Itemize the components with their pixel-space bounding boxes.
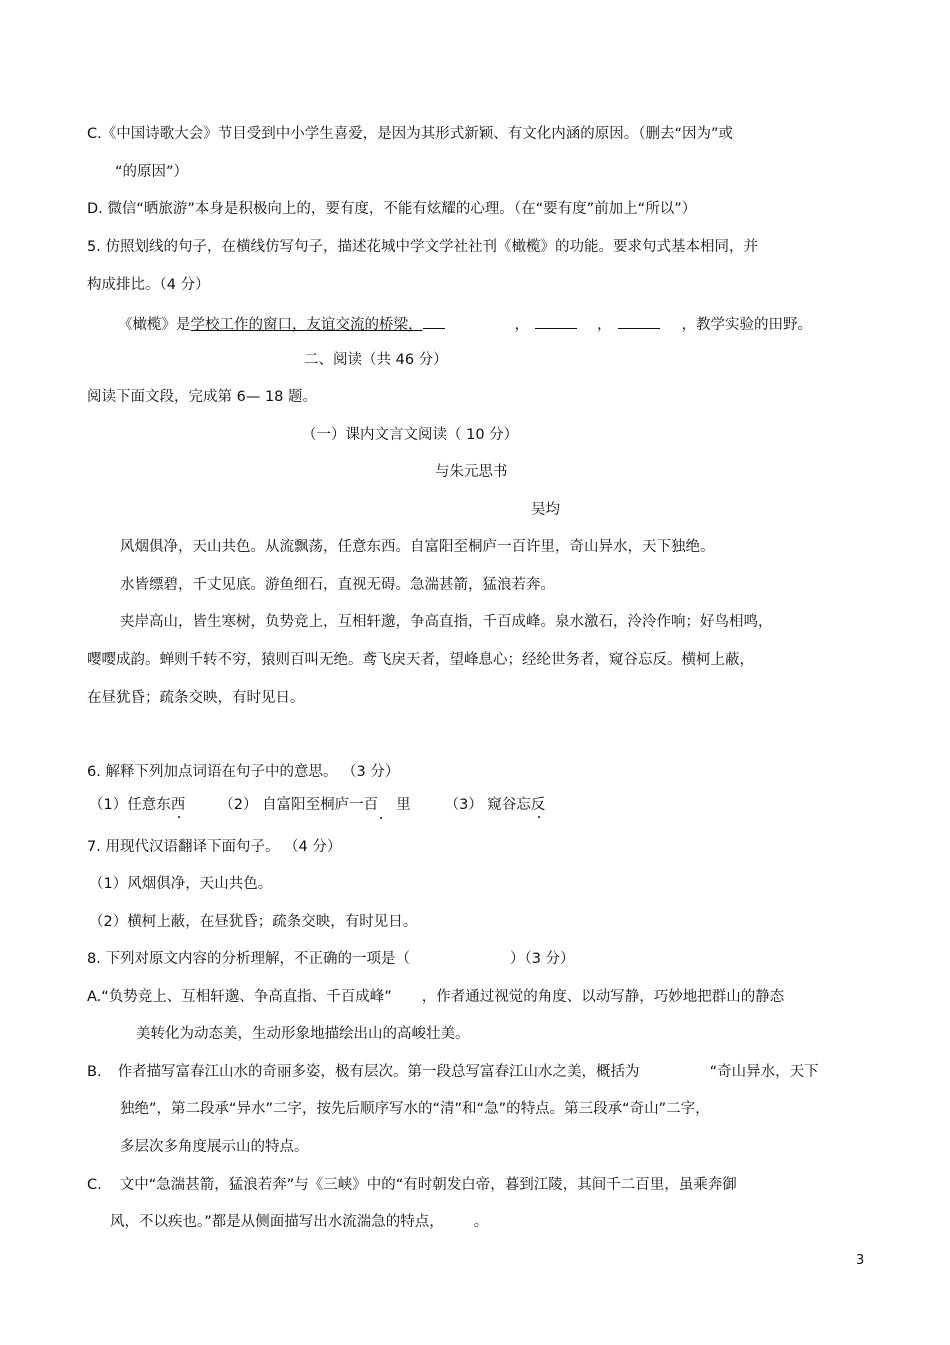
q8-stem: 8. 下列对原文内容的分析理解，不正确的一项是（ ）（3 分） xyxy=(87,951,575,967)
q4-option-c-line1: C.《中国诗歌大会》节目受到中小学生喜爱，是因为其形式新颖、有文化内涵的原因。（删去“因为”或 xyxy=(87,126,734,142)
q5-blank-2[interactable] xyxy=(535,314,577,329)
q5-example-end: ，教学实验的田野。 xyxy=(681,317,812,333)
q6-item-2-dotted-word xyxy=(378,796,382,814)
q7-item-2: （2）横柯上蔽，在昼犹昏；疏条交映，有时见日。 xyxy=(89,914,418,930)
page-number: 3 xyxy=(856,1253,865,1268)
q4-option-c-line2: “的原因”） xyxy=(115,164,189,180)
q8-option-b-label: B. xyxy=(87,1064,102,1080)
q8-option-b-line3: 多层次多角度展示山的特点。 xyxy=(120,1139,309,1155)
passage-paragraph-1: 风烟俱净，天山共色。从流飘荡，任意东西。自富阳至桐庐一百许里，奇山异水，天下独绝。 xyxy=(120,539,715,555)
q7-item-1: （1）风烟俱净，天山共色。 xyxy=(89,876,273,892)
q8-option-c-line2: 风，不以疾也。”都是从侧面描写出水流湍急的特点， 。 xyxy=(110,1214,489,1230)
q6-items xyxy=(89,796,545,814)
q8-option-c-line1: C. 文中“急湍甚箭，猛浪若奔”与《三峡》中的“有时朝发白帝，暮到江陵，其间千二百里，虽乘奔御 xyxy=(87,1177,737,1193)
q8-option-a-line2: 美转化为动态美，生动形象地描绘出山的高峻壮美。 xyxy=(136,1026,470,1042)
passage-paragraph-3-line2: 嘤嘤成韵。蝉则千转不穷，猿则百叫无绝。鸢飞戾天者，望峰息心；经纶世务者，窥谷忘反。横柯上蔽， xyxy=(87,652,754,668)
q5-blank-3[interactable] xyxy=(618,314,660,329)
passage-paragraph-3-line3: 在昼犹昏；疏条交映，有时见日。 xyxy=(87,690,305,706)
passage-author: 吴均 xyxy=(531,502,560,518)
q8-option-b-line2: 独绝”，第二段承“异水”二字，按先后顺序写水的“清”和“急”的特点。第三段承“奇山”二字， xyxy=(120,1101,710,1117)
q8-option-c-label: C. xyxy=(87,1177,102,1193)
q8-option-a-line1: A.“负势竞上、互相轩邈、争高直指、千百成峰” ，作者通过视觉的角度、以动写静，巧妙地把群山的静态 xyxy=(87,989,785,1005)
section-2-intro: 阅读下面文段，完成第 6— 18 题。 xyxy=(87,389,318,405)
q6-stem: 6. 解释下列加点词语在句子中的意思。 （3 分） xyxy=(87,764,400,780)
q6-item-3: （3） 窥谷忘反 xyxy=(444,797,546,813)
q6-item-3-dotted-word: 反 xyxy=(530,797,546,813)
passage-title: 与朱元思书 xyxy=(435,464,508,480)
q4-option-d: D. 微信“晒旅游”本身是积极向上的，要有度，不能有炫耀的心理。（在“要有度”前加上“所以”） xyxy=(87,201,697,217)
q5-example-start: 《橄榄》是 xyxy=(118,317,191,333)
q5-underlined-phrase: 学校工作的窗口，友谊交流的桥梁， xyxy=(190,317,423,333)
q8-option-b-line1: B. 作者描写富春江山水的奇丽多姿，极有层次。第一段总写富春江山水之美，概括为 “奇山异水，天下 xyxy=(87,1064,819,1080)
section-2-subsection-title: （一）课内文言文阅读（ 10 分） xyxy=(302,427,519,443)
q5-stem-line2: 构成排比。（4 分） xyxy=(87,277,210,293)
q5-blank-1[interactable] xyxy=(423,314,445,329)
q5-example-sentence xyxy=(118,314,812,334)
q5-stem-line1: 5. 仿照划线的句子，在横线仿写句子，描述花城中学文学社社刊《橄榄》的功能。要求句式基本相同，并 xyxy=(87,239,758,255)
q5-separator-1: ， xyxy=(514,317,529,333)
q6-item-2: （2） 自富阳至桐庐一百 里 xyxy=(219,797,411,813)
section-2-title: 二、阅读（共 46 分） xyxy=(304,352,448,368)
q5-separator-2: ， xyxy=(597,317,612,333)
q6-item-1: （1）任意东西 xyxy=(89,797,186,813)
passage-paragraph-2: 水皆缥碧，千丈见底。游鱼细石，直视无碍。急湍甚箭，猛浪若奔。 xyxy=(120,577,555,593)
q7-stem: 7. 用现代汉语翻译下面句子。 （4 分） xyxy=(87,839,342,855)
passage-paragraph-3-line1: 夹岸高山，皆生寒树，负势竞上，互相轩邈，争高直指，千百成峰。泉水激石，泠泠作响；好鸟相鸣， xyxy=(120,614,773,630)
q6-item-1-dotted-word: 西 xyxy=(170,797,186,813)
